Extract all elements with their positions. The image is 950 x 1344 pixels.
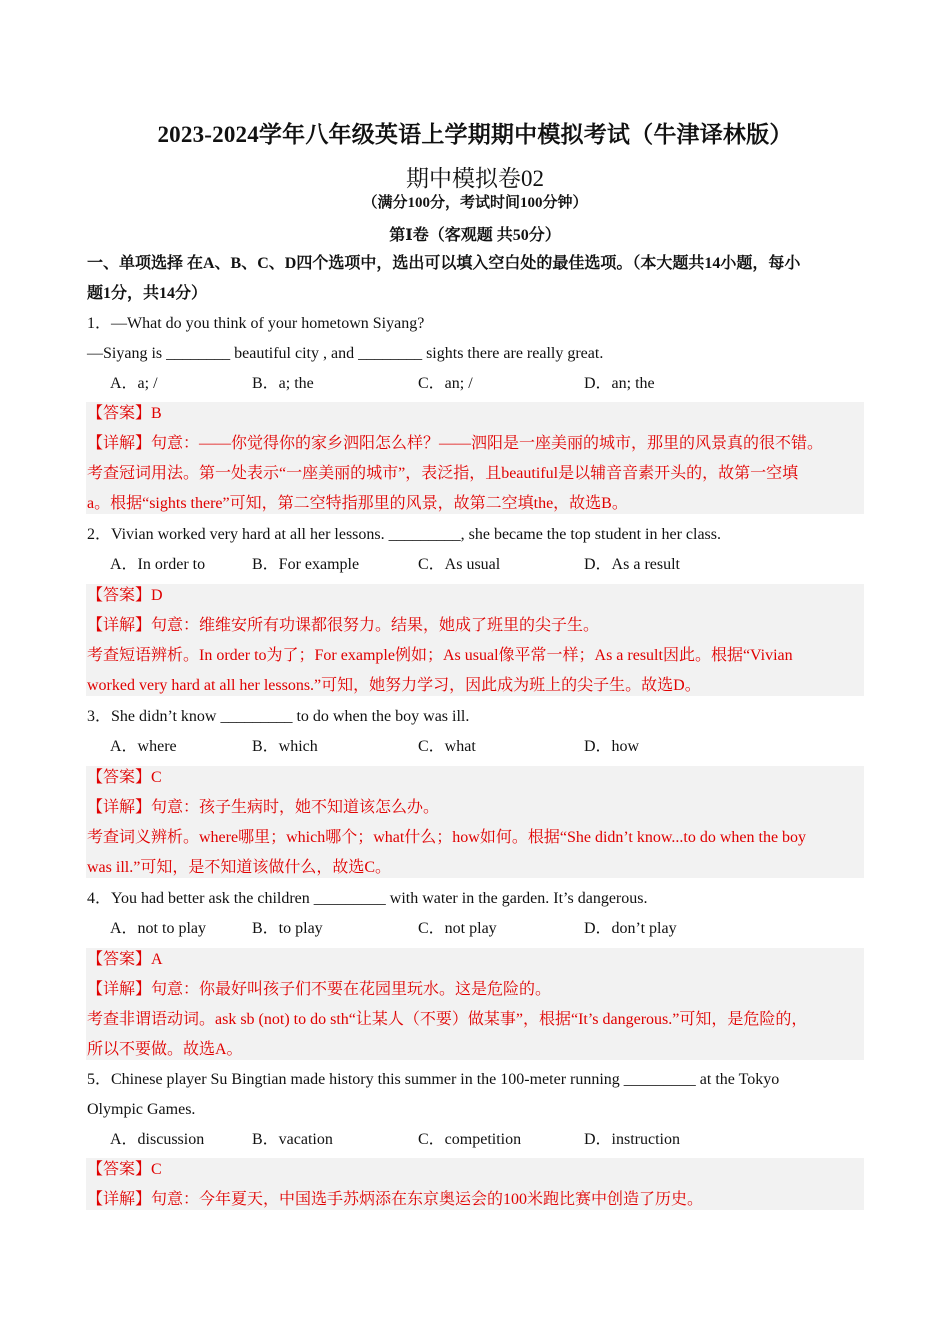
option-c: C．what bbox=[418, 738, 476, 755]
option-d: D．an; the bbox=[584, 375, 655, 392]
explanation-2: 考查短语辨析。In order to为了；For example例如；As usual像平常一样；As a result因此。根据“Vivian bbox=[87, 647, 793, 664]
answer-4: 【答案】A bbox=[87, 951, 163, 968]
question-3-options bbox=[110, 732, 870, 762]
explanation-2: 【详解】句意：维维安所有功课都很努力。结果，她成了班里的尖子生。 bbox=[87, 617, 600, 634]
explanation-3: was ill.”可知，是不知道该做什么，故选C。 bbox=[87, 859, 391, 876]
option-c: C．an; / bbox=[418, 375, 473, 392]
question-5-stem: Olympic Games. bbox=[87, 1101, 196, 1118]
explanation-3: 【详解】句意：孩子生病时，她不知道该怎么办。 bbox=[87, 799, 440, 816]
explanation-4: 所以不要做。故选A。 bbox=[87, 1041, 243, 1058]
document-title: 2023-2024学年八年级英语上学期期中模拟考试（牛津译林版） bbox=[157, 122, 793, 147]
question-2-stem: 2．Vivian worked very hard at all her lessons. _________, she became the top student in her class. bbox=[87, 526, 721, 543]
explanation-5: 【详解】句意：今年夏天，中国选手苏炳添在东京奥运会的100米跑比赛中创造了历史。 bbox=[87, 1191, 704, 1208]
explanation-1: 考查冠词用法。第一处表示“一座美丽的城市”，表泛指，且beautiful是以辅音音素开头的，故第一空填 bbox=[87, 465, 799, 482]
explanation-4: 【详解】句意：你最好叫孩子们不要在花园里玩水。这是危险的。 bbox=[87, 981, 552, 998]
answer-1: 【答案】B bbox=[87, 405, 162, 422]
option-b: B．to play bbox=[252, 920, 323, 937]
option-a: A．a; / bbox=[110, 375, 158, 392]
option-a: A．discussion bbox=[110, 1131, 205, 1148]
option-b: B．a; the bbox=[252, 375, 314, 392]
question-3-stem: 3．She didn’t know _________ to do when the boy was ill. bbox=[87, 708, 470, 725]
volume-heading: 第Ⅰ卷（客观题 共50分） bbox=[389, 227, 561, 244]
question-4-stem: 4．You had better ask the children _________ with water in the garden. It’s dangerous. bbox=[87, 890, 648, 907]
answer-3: 【答案】C bbox=[87, 769, 162, 786]
option-c: C．not play bbox=[418, 920, 497, 937]
question-1-stem: —Siyang is ________ beautiful city , and ________ sights there are really great. bbox=[87, 345, 604, 362]
question-5-options bbox=[110, 1125, 870, 1155]
explanation-1: a。根据“sights there”可知，第二空特指那里的风景，故第二空填the，故选B。 bbox=[87, 495, 628, 512]
question-4-options bbox=[110, 914, 870, 944]
option-d: D．how bbox=[584, 738, 640, 755]
question-1-options bbox=[110, 369, 870, 399]
option-c: C．competition bbox=[418, 1131, 522, 1148]
explanation-3: 考查词义辨析。where哪里；which哪个；what什么；how如何。根据“She didn’t know...to do when the boy bbox=[87, 829, 807, 846]
option-b: B．vacation bbox=[252, 1131, 333, 1148]
exam-meta: （满分100分，考试时间100分钟） bbox=[362, 195, 588, 211]
question-1-stem: 1．—What do you think of your hometown Siyang? bbox=[87, 315, 425, 332]
option-d: D．don’t play bbox=[584, 920, 677, 937]
option-d: D．As a result bbox=[584, 556, 680, 573]
answer-5: 【答案】C bbox=[87, 1161, 162, 1178]
option-a: A．not to play bbox=[110, 920, 206, 937]
option-d: D．instruction bbox=[584, 1131, 680, 1148]
explanation-1: 【详解】句意：——你觉得你的家乡泗阳怎么样？——泗阳是一座美丽的城市，那里的风景真的很不错。 bbox=[87, 435, 824, 452]
question-2-options bbox=[110, 550, 870, 580]
question-5-stem: 5．Chinese player Su Bingtian made history this summer in the 100-meter running _________ at the Tokyo bbox=[87, 1071, 780, 1088]
option-c: C．As usual bbox=[418, 556, 501, 573]
section-instruction bbox=[87, 249, 867, 309]
explanation-4: 考查非谓语动词。ask sb (not) to do sth“让某人（不要）做某事”，根据“It’s dangerous.”可知，是危险的， bbox=[87, 1011, 808, 1028]
instruction-line: 题1分，共14分） bbox=[87, 285, 208, 302]
document-subtitle: 期中模拟卷02 bbox=[406, 166, 544, 191]
option-b: B．For example bbox=[252, 556, 360, 573]
instruction-line: 一、单项选择 在A、B、C、D四个选项中，选出可以填入空白处的最佳选项。（本大题共14小题，每小 bbox=[87, 255, 801, 272]
option-a: A．In order to bbox=[110, 556, 206, 573]
option-a: A．where bbox=[110, 738, 177, 755]
explanation-2: worked very hard at all her lessons.”可知，她努力学习，因此成为班上的尖子生。故选D。 bbox=[87, 677, 701, 694]
answer-2: 【答案】D bbox=[87, 587, 163, 604]
option-b: B．which bbox=[252, 738, 318, 755]
